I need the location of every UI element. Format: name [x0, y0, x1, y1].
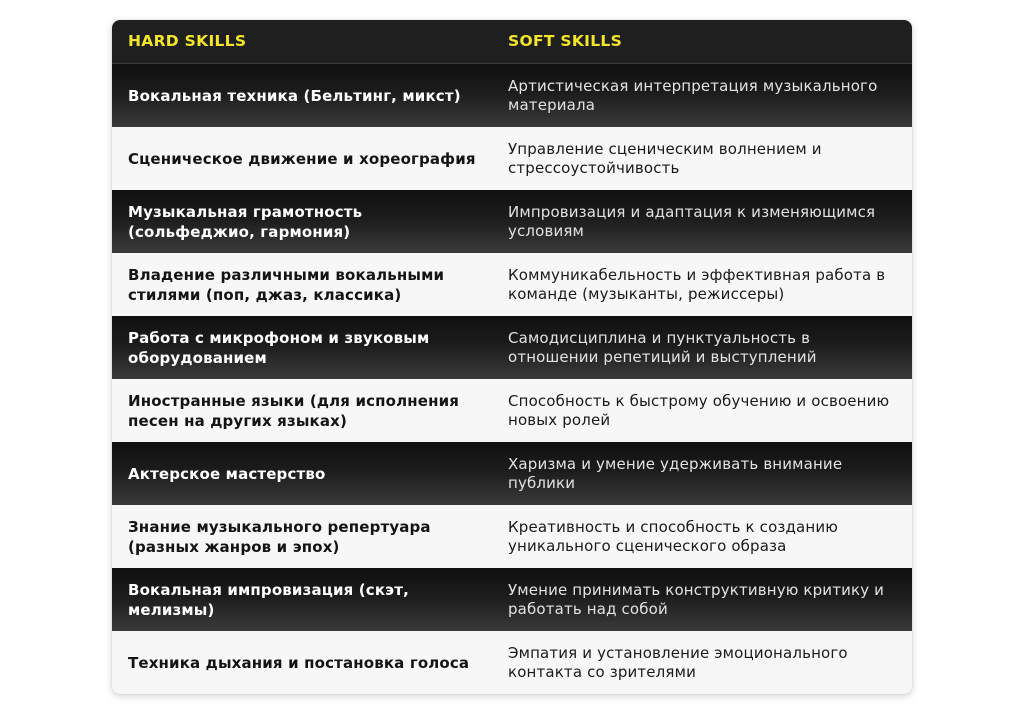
- hard-skill-cell: Вокальная импровизация (скэт, мелизмы): [128, 580, 409, 619]
- soft-skill-cell: Импровизация и адаптация к изменяющимся условиям: [508, 202, 876, 240]
- table-row: [112, 379, 912, 442]
- table-row: [112, 190, 912, 253]
- table-row: [112, 442, 912, 505]
- hard-skill-cell: Музыкальная грамотность (сольфеджио, гармония): [128, 202, 363, 241]
- soft-skill-cell: Умение принимать конструктивную критику и работать над собой: [508, 580, 885, 618]
- table-header-row: [112, 20, 912, 64]
- header-hard-skills: HARD SKILLS: [128, 32, 247, 50]
- hard-skill-cell: Актерское мастерство: [128, 464, 326, 483]
- table-row: [112, 253, 912, 316]
- table-row: [112, 631, 912, 694]
- table-row: [112, 127, 912, 190]
- soft-skill-cell: Харизма и умение удерживать внимание публики: [508, 454, 843, 492]
- hard-skill-cell: Владение различными вокальными стилями (поп, джаз, классика): [128, 265, 445, 304]
- table-row: [112, 505, 912, 568]
- table-row: [112, 316, 912, 379]
- soft-skill-cell: Артистическая интерпретация музыкального материала: [508, 76, 878, 114]
- soft-skill-cell: Креативность и способность к созданию уникального сценического образа: [508, 517, 839, 555]
- table-row: [112, 568, 912, 631]
- soft-skill-cell: Коммуникабельность и эффективная работа в команде (музыканты, режиссеры): [508, 265, 886, 303]
- hard-skill-cell: Техника дыхания и постановка голоса: [128, 653, 470, 672]
- hard-skill-cell: Знание музыкального репертуара (разных жанров и эпох): [128, 517, 431, 556]
- soft-skill-cell: Способность к быстрому обучению и освоению новых ролей: [508, 391, 890, 429]
- table-row: [112, 64, 912, 127]
- soft-skill-cell: Управление сценическим волнением и стрессоустойчивость: [508, 139, 822, 177]
- soft-skill-cell: Эмпатия и установление эмоционального контакта со зрителями: [508, 643, 848, 681]
- hard-skill-cell: Работа с микрофоном и звуковым оборудованием: [128, 328, 430, 367]
- hard-skill-cell: Сценическое движение и хореография: [128, 149, 476, 168]
- header-soft-skills: SOFT SKILLS: [508, 32, 623, 50]
- hard-skill-cell: Вокальная техника (Бельтинг, микст): [128, 86, 461, 105]
- soft-skill-cell: Самодисциплина и пунктуальность в отношении репетиций и выступлений: [508, 328, 817, 366]
- hard-skill-cell: Иностранные языки (для исполнения песен на других языках): [128, 391, 460, 430]
- skills-table: [112, 20, 912, 694]
